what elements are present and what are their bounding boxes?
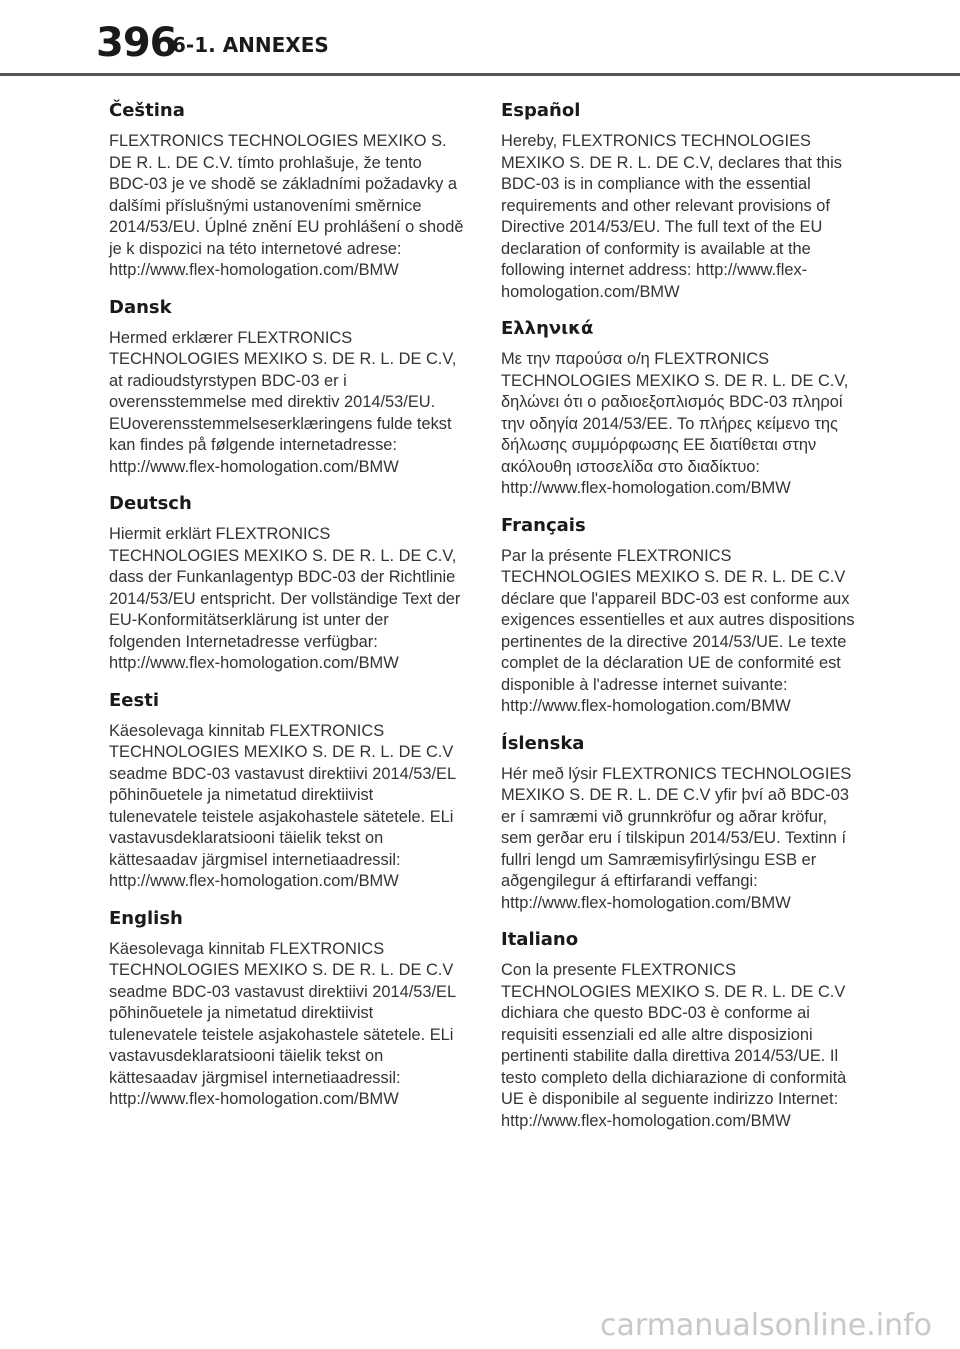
section-text: Hereby, FLEXTRONICS TECHNOLOGIES MEXIKO S. DE R. L. DE C.V, declares that this BDC-03 is in compliance with the essential requirements and other relevant provisions of Directive 2014/53/EU. The full text of the EU declaration of conformity is available at the following internet address: http://www.flex-homologation.com/BMW (501, 132, 842, 301)
section-francais (501, 513, 856, 718)
section-text: Con la presente FLEXTRONICS TECHNOLOGIES MEXIKO S. DE R. L. DE C.V dichiara che questo BDC-03 è conforme ai requisiti essenziali ed alle altre disposizioni pertinenti stabilite dalla direttiva 2014/53/UE. Il testo completo della dichiarazione di conformità UE è disponibile al seguente indirizzo Internet: http://www.flex-homologation.com/BMW (501, 961, 847, 1130)
section-heading: Čeština (109, 100, 185, 121)
left-column (109, 98, 464, 1124)
section-cestina (109, 98, 464, 282)
section-text: Par la présente FLEXTRONICS TECHNOLOGIES MEXIKO S. DE R. L. DE C.V déclare que l'appareil BDC-03 est conforme aux exigences essentielles et aux autres dispositions pertinentes de la directive 2014/53/UE. Le texte complet de la déclaration UE de conformité est disponible à l'adresse internet suivante: http://www.flex-homologation.com/BMW (501, 546, 855, 715)
section-text: FLEXTRONICS TECHNOLOGIES MEXIKO S. DE R. L. DE C.V. tímto prohlašuje, že tento BDC-03 je ve shodě se základními požadavky a dalšími příslušnými ustanoveními směrnice 2014/53/EU. Úplné znění EU prohlášení o shodě je k dispozici na této internetové adrese: http://www.flex-homologation.com/BMW (109, 132, 464, 279)
page-header (0, 0, 960, 80)
section-heading: Italiano (501, 929, 579, 950)
section-espanol (501, 98, 856, 303)
section-dansk (109, 295, 464, 479)
section-ellinika (501, 316, 856, 500)
section-heading: Français (501, 514, 586, 536)
section-eesti (109, 688, 464, 893)
section-islenska (501, 731, 856, 915)
section-text: Hiermit erklärt FLEXTRONICS TECHNOLOGIES MEXIKO S. DE R. L. DE C.V, dass der Funkanlagentyp BDC-03 der Richtlinie 2014/53/EU entspricht. Der vollständige Text der EU-Konformitätserklärung ist unter der folgenden Internetadresse verfügbar: http://www.flex-homologation.com/BMW (109, 525, 461, 672)
section-heading: Deutsch (109, 493, 192, 514)
section-heading: English (109, 907, 183, 929)
header-divider (0, 73, 960, 76)
section-heading: Ελληνικά (501, 318, 594, 339)
page-number: 396 (96, 20, 177, 66)
chapter-title: 6-1. ANNEXES (172, 33, 329, 57)
watermark-text: carmanualsonline.info (600, 1308, 932, 1343)
section-heading: Español (501, 100, 581, 121)
section-text: Hermed erklærer FLEXTRONICS TECHNOLOGIES MEXIKO S. DE R. L. DE C.V, at radioudstyrstypen BDC-03 er i overensstemmelse med direktiv 2014/53/EU. EUoverensstemmelseserklæringens fulde tekst kan findes på følgende internetadresse: http://www.flex-homologation.com/BMW (109, 328, 457, 476)
right-column (501, 98, 856, 1145)
section-english (109, 906, 464, 1111)
section-text: Käesolevaga kinnitab FLEXTRONICS TECHNOLOGIES MEXIKO S. DE R. L. DE C.V seadme BDC-03 vastavust direktiivi 2014/53/EL põhinõuetele ja nimetatud direktiivist tulenevatele teistele asjakohastele sätetele. ELi vastavusdeklaratsiooni täielik tekst on kättesaadav järgmisel internetiaadressil: http://www.flex-homologation.com/BMW (109, 939, 456, 1108)
section-heading: Íslenska (501, 732, 585, 754)
section-text: Hér með lýsir FLEXTRONICS TECHNOLOGIES MEXIKO S. DE R. L. DE C.V yfir því að BDC-03 er í samræmi við grunnkröfur og aðrar kröfur, sem gerðar eru í tilskipun 2014/53/EU. Textinn í fullri lengd um Samræmisyfirlýsingu ESB er aðgengilegur á eftirfarandi veffangi: http://www.flex-homologation.com/BMW (501, 764, 852, 912)
section-heading: Eesti (109, 689, 159, 711)
section-italiano (501, 927, 856, 1132)
section-text: Käesolevaga kinnitab FLEXTRONICS TECHNOLOGIES MEXIKO S. DE R. L. DE C.V seadme BDC-03 vastavust direktiivi 2014/53/EL põhinõuetele ja nimetatud direktiivist tulenevatele teistele asjakohastele sätetele. ELi vastavusdeklaratsiooni täielik tekst on kättesaadav järgmisel internetiaadressil: http://www.flex-homologation.com/BMW (109, 721, 456, 890)
section-text: Με την παρούσα ο/η FLEXTRONICS TECHNOLOGIES MEXIKO S. DE R. L. DE C.V, δηλώνει ότι ο ραδιοεξοπλισμός BDC-03 πληροί την οδηγία 2014/53/ΕΕ. Το πλήρες κείμενο της δήλωσης συμμόρφωσης ΕΕ διατίθεται στην ακόλουθη ιστοσελίδα στο διαδίκτυο: http://www.flex-homologation.com/BMW (501, 350, 849, 497)
section-heading: Dansk (109, 296, 172, 318)
section-deutsch (109, 491, 464, 675)
